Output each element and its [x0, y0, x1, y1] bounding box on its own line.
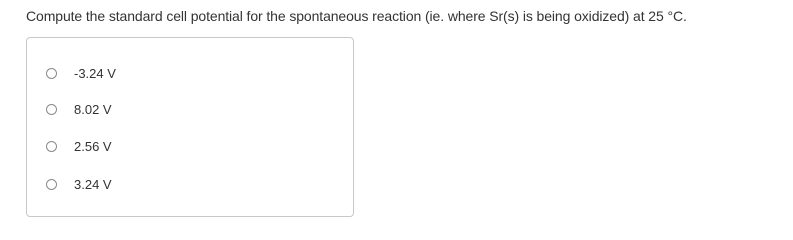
- answer-option-label: 8.02 V: [74, 101, 112, 117]
- radio-button[interactable]: [46, 141, 57, 152]
- answer-option-4[interactable]: [46, 174, 112, 194]
- answer-option-3[interactable]: [46, 136, 112, 156]
- radio-button[interactable]: [46, 104, 57, 115]
- question-text: Compute the standard cell potential for the spontaneous reaction (ie. where Sr(s) is being oxidized) at 25 °C.: [26, 8, 687, 24]
- answer-option-label: 3.24 V: [74, 176, 112, 192]
- answer-option-label: -3.24 V: [74, 65, 116, 81]
- answer-option-1[interactable]: [46, 63, 116, 83]
- answer-option-2[interactable]: [46, 99, 112, 119]
- radio-button[interactable]: [46, 179, 57, 190]
- radio-button[interactable]: [46, 68, 57, 79]
- answer-option-label: 2.56 V: [74, 138, 112, 154]
- answer-options-box: [26, 37, 354, 217]
